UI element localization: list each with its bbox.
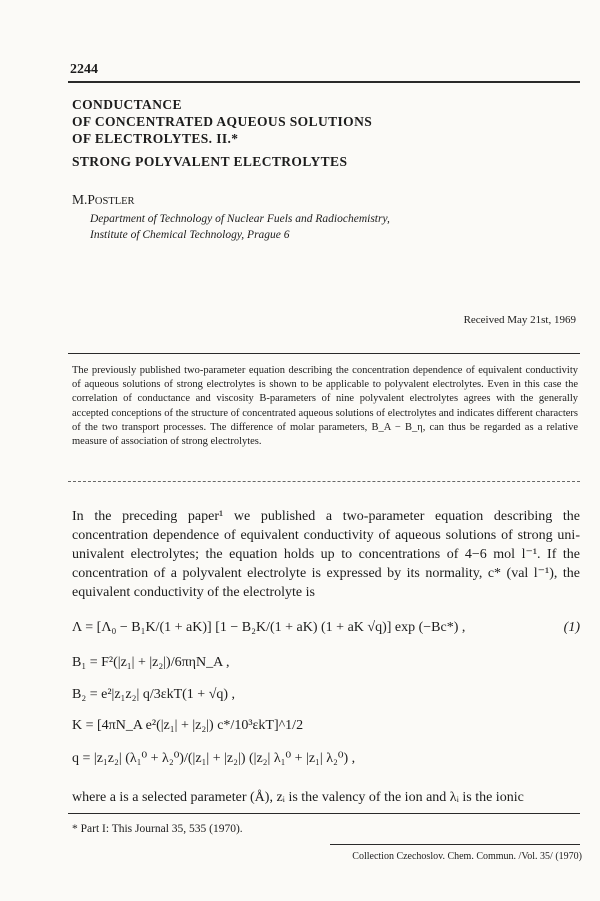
author-surname-smallcaps: OSTLER [94,196,135,207]
footnote-rule [68,813,580,814]
equation-k: K = [4πN_A e²(|z₁| + |z₂|) c*/10³εkT]^1/2 [72,718,304,733]
footer-rule [330,844,580,845]
equation-b1: B₁ = F²(|z₁| + |z₂|)/6πηN_A , [72,655,230,670]
title-line: CONDUCTANCE [72,97,182,112]
equation-q: q = |z₁z₂| (λ₁⁰ + λ₂⁰)/(|z₁| + |z₂|) (|z₂| λ₁⁰ + |z₁| λ₂⁰) , [72,751,356,766]
header-rule [68,81,580,83]
affiliation [90,211,390,243]
article-title [72,96,372,147]
equation-1: Λ = [Λ₀ − B₁K/(1 + aK)] [1 − B₂K/(1 + aK) (1 + aK √q)] exp (−Bc*) , [72,620,466,635]
abstract-top-rule [68,353,580,354]
article-subtitle: STRONG POLYVALENT ELECTROLYTES [72,154,348,169]
journal-citation: Collection Czechoslov. Chem. Commun. /Vol. 35/ (1970) [352,851,582,862]
abstract [72,364,578,449]
title-line: OF ELECTROLYTES. II.* [72,131,239,146]
footnote: * Part I: This Journal 35, 535 (1970). [72,823,243,835]
received-date: Received May 21st, 1969 [463,314,576,326]
intro-paragraph: In the preceding paper¹ we published a two-parameter equation describing the concentration dependence of equivalent conductivity of aqueous solutions of strong uni- univalent electrolytes; the equation holds up to concentrations of 4−6 mol l⁻¹. If the concentration of a polyvalent electrolyte is expressed by its normality, c* (val l⁻¹), the equivalent conductivity of the electrolyte is [72,509,580,600]
title-line: OF CONCENTRATED AQUEOUS SOLUTIONS [72,114,373,129]
equation-number: (1) [563,620,580,635]
affiliation-line: Department of Technology of Nuclear Fuels and Radiochemistry, [90,213,390,225]
body-text [72,507,580,602]
page-number: 2244 [70,62,98,77]
equation-b2: B₂ = e²|z₁z₂| q/3εkT(1 + √q) , [72,687,236,702]
continuation-text: where a is a selected parameter (Å), zᵢ is the valency of the ion and λᵢ is the ionic [72,790,524,805]
affiliation-line: Institute of Chemical Technology, Prague 6 [90,229,290,241]
author-initial: M.P [72,192,95,207]
author-name [72,192,135,208]
abstract-text: The previously published two-parameter equation describing the concentration dependence of equivalent conductivity of aqueous solutions of strong electrolytes is shown to be applicable to polyvalent electrolytes. Even in this case the correlation of conductance and viscosity B-parameters of nine polyvalent electrolytes agrees with the generally accepted conceptions of the structure of concentrated aqueous solutions of electrolytes and indicates different characters of the two transport processes. The difference of molar parameters, B_A − B_η, can thus be regarded as a relative measure of association of strong electrolytes. [72,365,578,448]
abstract-bottom-rule [68,481,580,482]
